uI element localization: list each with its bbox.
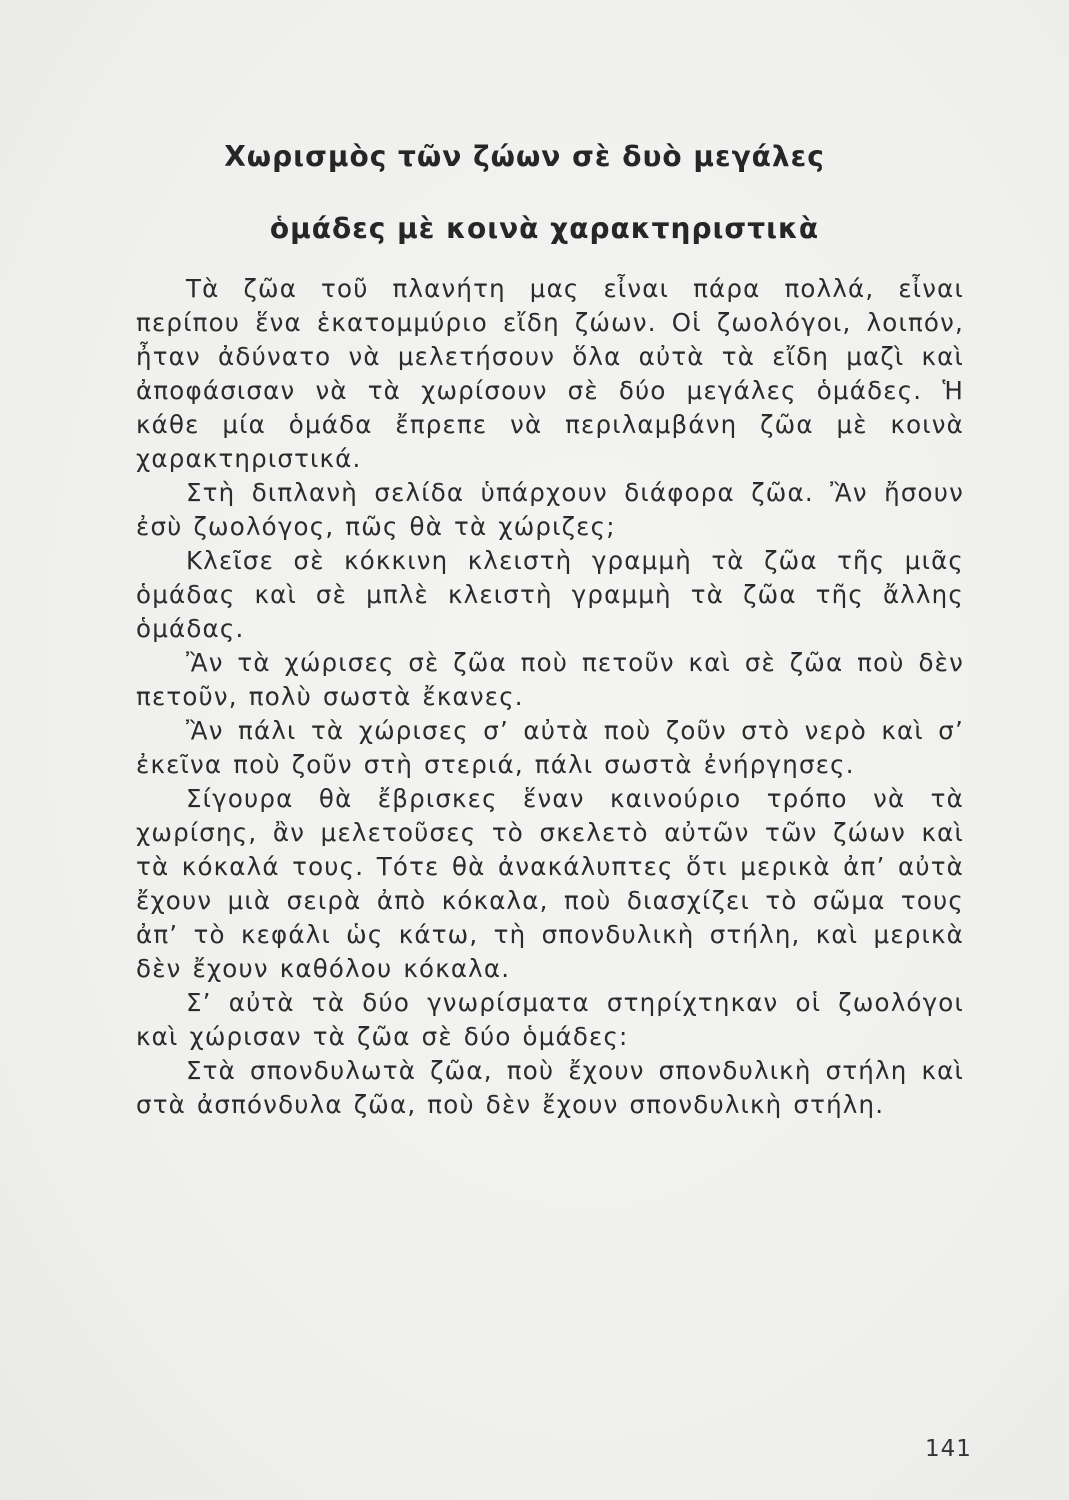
paragraph-5: Ἂν πάλι τὰ χώρισες σ’ αὐτὰ ποὺ ζοῦν στὸ νερὸ καὶ σ’ ἐκεῖνα ποὺ ζοῦν στὴ στεριά, πάλι σωστὰ ἐνήργησες. <box>136 716 964 779</box>
page-number: 141 <box>925 1436 972 1462</box>
paragraph-7: Σ’ αὐτὰ τὰ δύο γνωρίσματα στηρίχτηκαν οἱ ζωολόγοι καὶ χώρισαν τὰ ζῶα σὲ δύο ὁμάδες: <box>136 988 964 1051</box>
chapter-title-line-2: ὁμάδες μὲ κοινὰ χαρακτηριστικὰ <box>269 212 820 245</box>
paragraph-6: Σίγουρα θὰ ἔβρισκες ἕναν καινούριο τρόπο νὰ τὰ χωρίσης, ἂν μελετοῦσες τὸ σκελετὸ αὐτῶν τῶν ζώων καὶ τὰ κόκαλά τους. Τότε θὰ ἀνακάλυπτες ὅτι μερικὰ ἀπ’ αὐτὰ ἔχουν μιὰ σειρὰ ἀπὸ κόκαλα, ποὺ διασχίζει τὸ σῶμα τους ἀπ’ τὸ κεφάλι ὡς κάτω, τὴ σπονδυλικὴ στήλη, καὶ μερικὰ δὲν ἔχουν καθόλου κόκαλα. <box>136 784 964 983</box>
chapter-title-line-1: Χωρισμὸς τῶν ζώων σὲ δυὸ μεγάλες <box>224 140 825 173</box>
paragraph-4: Ἂν τὰ χώρισες σὲ ζῶα ποὺ πετοῦν καὶ σὲ ζῶα ποὺ δὲν πετοῦν, πολὺ σωστὰ ἔκανες. <box>136 648 964 711</box>
paragraph-3: Κλεῖσε σὲ κόκκινη κλειστὴ γραμμὴ τὰ ζῶα τῆς μιᾶς ὁμάδας καὶ σὲ μπλὲ κλειστὴ γραμμὴ τὰ ζῶα τῆς ἄλλης ὁμάδας. <box>136 546 964 643</box>
body-text <box>136 272 964 1122</box>
paragraph-8: Στὰ σπονδυλωτὰ ζῶα, ποὺ ἔχουν σπονδυλικὴ στήλη καὶ στὰ ἀσπόνδυλα ζῶα, ποὺ δὲν ἔχουν σπονδυλικὴ στήλη. <box>136 1056 964 1119</box>
paragraph-2: Στὴ διπλανὴ σελίδα ὑπάρχουν διάφορα ζῶα. Ἂν ἤσουν ἐσὺ ζωολόγος, πῶς θὰ τὰ χώριζες; <box>136 478 964 541</box>
paragraph-1: Τὰ ζῶα τοῦ πλανήτη μας εἶναι πάρα πολλά, εἶναι περίπου ἕνα ἑκατομμύριο εἴδη ζώων. Οἱ ζωολόγοι, λοιπόν, ἦταν ἀδύνατο νὰ μελετήσουν ὅλα αὐτὰ τὰ εἴδη μαζὶ καὶ ἀποφάσισαν νὰ τὰ χωρίσουν σὲ δύο μεγάλες ὁμάδες. Ἡ κάθε μία ὁμάδα ἔπρεπε νὰ περιλαμβάνη ζῶα μὲ κοινὰ χαρακτηριστικά. <box>136 274 964 473</box>
